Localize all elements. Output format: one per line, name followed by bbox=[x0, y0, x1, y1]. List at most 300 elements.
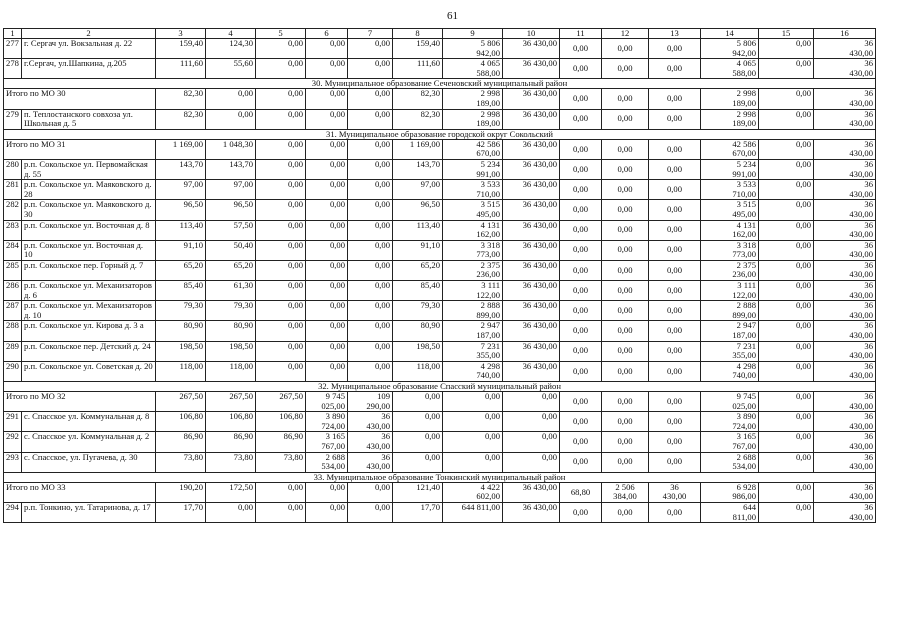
column-header: 7 bbox=[348, 29, 393, 39]
table-row bbox=[4, 39, 876, 59]
value-cell: 0,00 bbox=[602, 200, 649, 220]
row-number: 290 bbox=[4, 361, 22, 381]
value-cell: 0,00 bbox=[759, 39, 814, 59]
value-cell: 0,00 bbox=[560, 39, 602, 59]
value-cell: 1 169,00 bbox=[393, 139, 443, 159]
value-cell: 1 048,30 bbox=[206, 139, 256, 159]
value-cell: 4 131 162,00 bbox=[443, 220, 503, 240]
value-cell: 0,00 bbox=[560, 392, 602, 412]
address-cell: р.п. Сокольское ул. Механизаторов д. 10 bbox=[22, 301, 156, 321]
value-cell: 3 515 495,00 bbox=[443, 200, 503, 220]
value-cell: 36 430,00 bbox=[814, 220, 876, 240]
value-cell: 97,00 bbox=[156, 180, 206, 200]
value-cell: 0,00 bbox=[256, 502, 306, 522]
value-cell: 36 430,00 bbox=[503, 361, 560, 381]
value-cell: 36 430,00 bbox=[503, 39, 560, 59]
value-cell: 0,00 bbox=[759, 432, 814, 452]
table-row bbox=[4, 220, 876, 240]
value-cell: 36 430,00 bbox=[503, 240, 560, 260]
value-cell: 4 422 602,00 bbox=[443, 482, 503, 502]
value-cell: 36 430,00 bbox=[503, 482, 560, 502]
value-cell: 0,00 bbox=[560, 341, 602, 361]
value-cell: 4 065 588,00 bbox=[443, 59, 503, 79]
value-cell: 0,00 bbox=[759, 139, 814, 159]
address-cell: р.п. Тонкино, ул. Татаринова, д. 17 bbox=[22, 502, 156, 522]
value-cell: 3 890 724,00 bbox=[701, 412, 759, 432]
value-cell: 36 430,00 bbox=[814, 281, 876, 301]
value-cell: 267,50 bbox=[206, 392, 256, 412]
total-label: Итого по МО 31 bbox=[4, 139, 156, 159]
value-cell: 190,20 bbox=[156, 482, 206, 502]
value-cell: 2 998 189,00 bbox=[443, 109, 503, 129]
address-cell: г.Сергач, ул.Шапкина, д.205 bbox=[22, 59, 156, 79]
value-cell: 0,00 bbox=[348, 159, 393, 179]
value-cell: 4 131 162,00 bbox=[701, 220, 759, 240]
value-cell: 9 745 025,00 bbox=[701, 392, 759, 412]
value-cell: 0,00 bbox=[256, 59, 306, 79]
value-cell: 0,00 bbox=[649, 109, 701, 129]
value-cell: 36 430,00 bbox=[503, 260, 560, 280]
value-cell: 80,90 bbox=[156, 321, 206, 341]
value-cell: 0,00 bbox=[306, 260, 348, 280]
total-row bbox=[4, 392, 876, 412]
value-cell: 0,00 bbox=[649, 220, 701, 240]
value-cell: 73,80 bbox=[256, 452, 306, 472]
value-cell: 61,30 bbox=[206, 281, 256, 301]
value-cell: 0,00 bbox=[602, 159, 649, 179]
value-cell: 0,00 bbox=[602, 412, 649, 432]
table-row bbox=[4, 341, 876, 361]
value-cell: 0,00 bbox=[393, 452, 443, 472]
section-title: 32. Муниципальное образование Спасский муниципальный район bbox=[4, 382, 876, 392]
value-cell: 113,40 bbox=[393, 220, 443, 240]
header-row bbox=[4, 29, 876, 39]
value-cell: 36 430,00 bbox=[814, 412, 876, 432]
value-cell: 0,00 bbox=[560, 281, 602, 301]
value-cell: 3 318 773,00 bbox=[701, 240, 759, 260]
value-cell: 0,00 bbox=[560, 502, 602, 522]
value-cell: 36 430,00 bbox=[814, 240, 876, 260]
value-cell: 0,00 bbox=[649, 39, 701, 59]
value-cell: 106,80 bbox=[256, 412, 306, 432]
value-cell: 0,00 bbox=[649, 59, 701, 79]
value-cell: 0,00 bbox=[649, 452, 701, 472]
row-number: 279 bbox=[4, 109, 22, 129]
value-cell: 0,00 bbox=[649, 301, 701, 321]
value-cell: 0,00 bbox=[560, 59, 602, 79]
value-cell: 36 430,00 bbox=[503, 301, 560, 321]
value-cell: 2 688 534,00 bbox=[306, 452, 348, 472]
value-cell: 0,00 bbox=[306, 321, 348, 341]
value-cell: 36 430,00 bbox=[348, 452, 393, 472]
value-cell: 36 430,00 bbox=[814, 59, 876, 79]
value-cell: 0,00 bbox=[348, 39, 393, 59]
value-cell: 0,00 bbox=[443, 432, 503, 452]
value-cell: 0,00 bbox=[759, 59, 814, 79]
value-cell: 0,00 bbox=[443, 392, 503, 412]
row-number: 291 bbox=[4, 412, 22, 432]
value-cell: 2 506 384,00 bbox=[602, 482, 649, 502]
value-cell: 1 169,00 bbox=[156, 139, 206, 159]
column-header: 9 bbox=[443, 29, 503, 39]
value-cell: 0,00 bbox=[649, 240, 701, 260]
column-header: 4 bbox=[206, 29, 256, 39]
value-cell: 198,50 bbox=[393, 341, 443, 361]
value-cell: 0,00 bbox=[560, 180, 602, 200]
column-header: 1 bbox=[4, 29, 22, 39]
value-cell: 82,30 bbox=[156, 109, 206, 129]
value-cell: 106,80 bbox=[156, 412, 206, 432]
value-cell: 0,00 bbox=[256, 482, 306, 502]
value-cell: 86,90 bbox=[256, 432, 306, 452]
value-cell: 0,00 bbox=[306, 180, 348, 200]
value-cell: 0,00 bbox=[649, 180, 701, 200]
value-cell: 42 586 670,00 bbox=[701, 139, 759, 159]
value-cell: 5 234 991,00 bbox=[443, 159, 503, 179]
address-cell: г. Сергач ул. Вокзальная д. 22 bbox=[22, 39, 156, 59]
address-cell: с. Спасское ул. Коммунальная д. 2 bbox=[22, 432, 156, 452]
section-row bbox=[4, 129, 876, 139]
value-cell: 0,00 bbox=[602, 301, 649, 321]
value-cell: 124,30 bbox=[206, 39, 256, 59]
value-cell: 0,00 bbox=[348, 220, 393, 240]
value-cell: 36 430,00 bbox=[814, 89, 876, 109]
value-cell: 0,00 bbox=[256, 321, 306, 341]
column-header: 15 bbox=[759, 29, 814, 39]
value-cell: 0,00 bbox=[256, 220, 306, 240]
value-cell: 0,00 bbox=[759, 482, 814, 502]
value-cell: 2 998 189,00 bbox=[701, 89, 759, 109]
value-cell: 36 430,00 bbox=[649, 482, 701, 502]
row-number: 282 bbox=[4, 200, 22, 220]
value-cell: 0,00 bbox=[306, 159, 348, 179]
value-cell: 0,00 bbox=[348, 200, 393, 220]
value-cell: 0,00 bbox=[560, 139, 602, 159]
value-cell: 36 430,00 bbox=[348, 412, 393, 432]
value-cell: 0,00 bbox=[306, 109, 348, 129]
value-cell: 3 533 710,00 bbox=[443, 180, 503, 200]
value-cell: 0,00 bbox=[348, 482, 393, 502]
value-cell: 0,00 bbox=[393, 412, 443, 432]
value-cell: 0,00 bbox=[560, 412, 602, 432]
value-cell: 0,00 bbox=[443, 412, 503, 432]
value-cell: 0,00 bbox=[306, 341, 348, 361]
value-cell: 3 318 773,00 bbox=[443, 240, 503, 260]
value-cell: 3 515 495,00 bbox=[701, 200, 759, 220]
value-cell: 159,40 bbox=[393, 39, 443, 59]
value-cell: 0,00 bbox=[649, 392, 701, 412]
value-cell: 0,00 bbox=[759, 412, 814, 432]
value-cell: 0,00 bbox=[759, 260, 814, 280]
value-cell: 0,00 bbox=[560, 361, 602, 381]
value-cell: 4 298 740,00 bbox=[701, 361, 759, 381]
address-cell: р.п. Сокольское ул. Восточная д. 8 bbox=[22, 220, 156, 240]
value-cell: 0,00 bbox=[348, 89, 393, 109]
value-cell: 0,00 bbox=[256, 341, 306, 361]
value-cell: 2 375 236,00 bbox=[701, 260, 759, 280]
column-header: 10 bbox=[503, 29, 560, 39]
value-cell: 0,00 bbox=[306, 301, 348, 321]
value-cell: 2 998 189,00 bbox=[443, 89, 503, 109]
value-cell: 0,00 bbox=[759, 392, 814, 412]
value-cell: 111,60 bbox=[393, 59, 443, 79]
total-label: Итого по МО 30 bbox=[4, 89, 156, 109]
column-header: 11 bbox=[560, 29, 602, 39]
value-cell: 0,00 bbox=[602, 361, 649, 381]
column-header: 3 bbox=[156, 29, 206, 39]
table-row bbox=[4, 301, 876, 321]
value-cell: 0,00 bbox=[759, 240, 814, 260]
address-cell: р.п. Сокольское ул. Механизаторов д. 6 bbox=[22, 281, 156, 301]
row-number: 292 bbox=[4, 432, 22, 452]
value-cell: 0,00 bbox=[759, 281, 814, 301]
value-cell: 0,00 bbox=[759, 109, 814, 129]
row-number: 287 bbox=[4, 301, 22, 321]
value-cell: 36 430,00 bbox=[503, 180, 560, 200]
value-cell: 0,00 bbox=[256, 180, 306, 200]
value-cell: 0,00 bbox=[348, 180, 393, 200]
value-cell: 0,00 bbox=[256, 109, 306, 129]
address-cell: р.п. Сокольское ул. Маяковского д. 30 bbox=[22, 200, 156, 220]
row-number: 283 bbox=[4, 220, 22, 240]
table-row bbox=[4, 109, 876, 129]
row-number: 281 bbox=[4, 180, 22, 200]
value-cell: 36 430,00 bbox=[503, 109, 560, 129]
address-cell: р.п. Сокольское ул. Кирова д. 3 а bbox=[22, 321, 156, 341]
value-cell: 82,30 bbox=[393, 89, 443, 109]
value-cell: 36 430,00 bbox=[348, 432, 393, 452]
value-cell: 0,00 bbox=[348, 139, 393, 159]
value-cell: 0,00 bbox=[602, 321, 649, 341]
value-cell: 0,00 bbox=[759, 452, 814, 472]
value-cell: 0,00 bbox=[256, 159, 306, 179]
value-cell: 106,80 bbox=[206, 412, 256, 432]
column-header: 8 bbox=[393, 29, 443, 39]
value-cell: 0,00 bbox=[256, 281, 306, 301]
value-cell: 0,00 bbox=[560, 159, 602, 179]
value-cell: 159,40 bbox=[156, 39, 206, 59]
value-cell: 0,00 bbox=[759, 321, 814, 341]
table-row bbox=[4, 260, 876, 280]
value-cell: 96,50 bbox=[206, 200, 256, 220]
value-cell: 0,00 bbox=[560, 89, 602, 109]
value-cell: 121,40 bbox=[393, 482, 443, 502]
value-cell: 0,00 bbox=[602, 281, 649, 301]
value-cell: 0,00 bbox=[602, 341, 649, 361]
value-cell: 2 947 187,00 bbox=[443, 321, 503, 341]
value-cell: 0,00 bbox=[348, 281, 393, 301]
value-cell: 50,40 bbox=[206, 240, 256, 260]
value-cell: 36 430,00 bbox=[814, 341, 876, 361]
value-cell: 0,00 bbox=[602, 139, 649, 159]
value-cell: 36 430,00 bbox=[503, 159, 560, 179]
value-cell: 113,40 bbox=[156, 220, 206, 240]
value-cell: 36 430,00 bbox=[503, 139, 560, 159]
section-row bbox=[4, 382, 876, 392]
value-cell: 0,00 bbox=[602, 180, 649, 200]
address-cell: р.п. Сокольское пер. Детский д. 24 bbox=[22, 341, 156, 361]
value-cell: 36 430,00 bbox=[814, 260, 876, 280]
value-cell: 36 430,00 bbox=[503, 200, 560, 220]
value-cell: 0,00 bbox=[348, 321, 393, 341]
value-cell: 4 065 588,00 bbox=[701, 59, 759, 79]
value-cell: 0,00 bbox=[306, 240, 348, 260]
value-cell: 36 430,00 bbox=[814, 200, 876, 220]
row-number: 280 bbox=[4, 159, 22, 179]
value-cell: 3 165 767,00 bbox=[306, 432, 348, 452]
value-cell: 0,00 bbox=[256, 301, 306, 321]
row-number: 277 bbox=[4, 39, 22, 59]
value-cell: 85,40 bbox=[156, 281, 206, 301]
value-cell: 65,20 bbox=[156, 260, 206, 280]
value-cell: 0,00 bbox=[560, 200, 602, 220]
value-cell: 0,00 bbox=[759, 89, 814, 109]
value-cell: 36 430,00 bbox=[503, 341, 560, 361]
value-cell: 0,00 bbox=[256, 39, 306, 59]
value-cell: 0,00 bbox=[602, 89, 649, 109]
value-cell: 36 430,00 bbox=[814, 139, 876, 159]
value-cell: 0,00 bbox=[759, 159, 814, 179]
value-cell: 0,00 bbox=[256, 260, 306, 280]
value-cell: 36 430,00 bbox=[814, 301, 876, 321]
value-cell: 109 290,00 bbox=[348, 392, 393, 412]
table-row bbox=[4, 159, 876, 179]
section-title: 31. Муниципальное образование городской округ Сокольский bbox=[4, 129, 876, 139]
value-cell: 0,00 bbox=[306, 482, 348, 502]
data-table bbox=[3, 28, 876, 523]
value-cell: 0,00 bbox=[649, 139, 701, 159]
value-cell: 0,00 bbox=[348, 361, 393, 381]
table-row bbox=[4, 502, 876, 522]
value-cell: 3 111 122,00 bbox=[443, 281, 503, 301]
value-cell: 118,00 bbox=[393, 361, 443, 381]
table-row bbox=[4, 412, 876, 432]
value-cell: 0,00 bbox=[256, 200, 306, 220]
value-cell: 0,00 bbox=[348, 301, 393, 321]
value-cell: 36 430,00 bbox=[814, 109, 876, 129]
value-cell: 82,30 bbox=[393, 109, 443, 129]
value-cell: 0,00 bbox=[348, 502, 393, 522]
value-cell: 0,00 bbox=[393, 432, 443, 452]
value-cell: 91,10 bbox=[393, 240, 443, 260]
value-cell: 82,30 bbox=[156, 89, 206, 109]
address-cell: п. Теплостанского совхоза ул. Школьная д. 5 bbox=[22, 109, 156, 129]
value-cell: 36 430,00 bbox=[814, 39, 876, 59]
value-cell: 79,30 bbox=[393, 301, 443, 321]
value-cell: 86,90 bbox=[206, 432, 256, 452]
value-cell: 17,70 bbox=[156, 502, 206, 522]
value-cell: 644 811,00 bbox=[443, 502, 503, 522]
value-cell: 0,00 bbox=[348, 59, 393, 79]
value-cell: 2 947 187,00 bbox=[701, 321, 759, 341]
column-header: 13 bbox=[649, 29, 701, 39]
value-cell: 644 811,00 bbox=[701, 502, 759, 522]
value-cell: 143,70 bbox=[156, 159, 206, 179]
value-cell: 6 928 986,00 bbox=[701, 482, 759, 502]
address-cell: р.п. Сокольское ул. Первомайская д. 55 bbox=[22, 159, 156, 179]
value-cell: 0,00 bbox=[649, 341, 701, 361]
value-cell: 2 688 534,00 bbox=[701, 452, 759, 472]
value-cell: 0,00 bbox=[649, 159, 701, 179]
row-number: 284 bbox=[4, 240, 22, 260]
row-number: 293 bbox=[4, 452, 22, 472]
section-row bbox=[4, 472, 876, 482]
section-title: 30. Муниципальное образование Сеченовский муниципальный район bbox=[4, 79, 876, 89]
row-number: 278 bbox=[4, 59, 22, 79]
total-row bbox=[4, 139, 876, 159]
value-cell: 0,00 bbox=[206, 502, 256, 522]
value-cell: 96,50 bbox=[156, 200, 206, 220]
section-title: 33. Муниципальное образование Тонкинский муниципальный район bbox=[4, 472, 876, 482]
value-cell: 0,00 bbox=[306, 361, 348, 381]
value-cell: 3 111 122,00 bbox=[701, 281, 759, 301]
value-cell: 0,00 bbox=[306, 39, 348, 59]
value-cell: 0,00 bbox=[649, 200, 701, 220]
value-cell: 118,00 bbox=[156, 361, 206, 381]
address-cell: р.п. Сокольское пер. Горный д. 7 bbox=[22, 260, 156, 280]
row-number: 294 bbox=[4, 502, 22, 522]
value-cell: 36 430,00 bbox=[503, 321, 560, 341]
value-cell: 7 231 355,00 bbox=[701, 341, 759, 361]
value-cell: 79,30 bbox=[156, 301, 206, 321]
address-cell: р.п. Сокольское ул. Восточная д. 10 bbox=[22, 240, 156, 260]
value-cell: 36 430,00 bbox=[814, 392, 876, 412]
value-cell: 267,50 bbox=[156, 392, 206, 412]
total-row bbox=[4, 89, 876, 109]
value-cell: 85,40 bbox=[393, 281, 443, 301]
value-cell: 36 430,00 bbox=[814, 502, 876, 522]
value-cell: 0,00 bbox=[443, 452, 503, 472]
value-cell: 0,00 bbox=[560, 109, 602, 129]
value-cell: 36 430,00 bbox=[814, 159, 876, 179]
value-cell: 0,00 bbox=[649, 321, 701, 341]
section-row bbox=[4, 79, 876, 89]
value-cell: 7 231 355,00 bbox=[443, 341, 503, 361]
value-cell: 36 430,00 bbox=[503, 502, 560, 522]
value-cell: 267,50 bbox=[256, 392, 306, 412]
value-cell: 0,00 bbox=[602, 220, 649, 240]
value-cell: 0,00 bbox=[649, 281, 701, 301]
value-cell: 0,00 bbox=[649, 412, 701, 432]
value-cell: 17,70 bbox=[393, 502, 443, 522]
value-cell: 97,00 bbox=[206, 180, 256, 200]
value-cell: 3 533 710,00 bbox=[701, 180, 759, 200]
value-cell: 0,00 bbox=[503, 412, 560, 432]
value-cell: 0,00 bbox=[759, 502, 814, 522]
value-cell: 0,00 bbox=[560, 301, 602, 321]
value-cell: 5 806 942,00 bbox=[443, 39, 503, 59]
total-label: Итого по МО 33 bbox=[4, 482, 156, 502]
value-cell: 0,00 bbox=[560, 452, 602, 472]
value-cell: 0,00 bbox=[759, 361, 814, 381]
address-cell: р.п. Сокольское ул. Советская д. 20 bbox=[22, 361, 156, 381]
value-cell: 79,30 bbox=[206, 301, 256, 321]
value-cell: 0,00 bbox=[759, 180, 814, 200]
value-cell: 0,00 bbox=[306, 281, 348, 301]
value-cell: 198,50 bbox=[156, 341, 206, 361]
total-row bbox=[4, 482, 876, 502]
value-cell: 0,00 bbox=[602, 502, 649, 522]
value-cell: 80,90 bbox=[206, 321, 256, 341]
value-cell: 0,00 bbox=[602, 240, 649, 260]
value-cell: 65,20 bbox=[393, 260, 443, 280]
value-cell: 3 890 724,00 bbox=[306, 412, 348, 432]
table-row bbox=[4, 452, 876, 472]
value-cell: 57,50 bbox=[206, 220, 256, 240]
value-cell: 0,00 bbox=[348, 341, 393, 361]
table-row bbox=[4, 361, 876, 381]
value-cell: 55,60 bbox=[206, 59, 256, 79]
